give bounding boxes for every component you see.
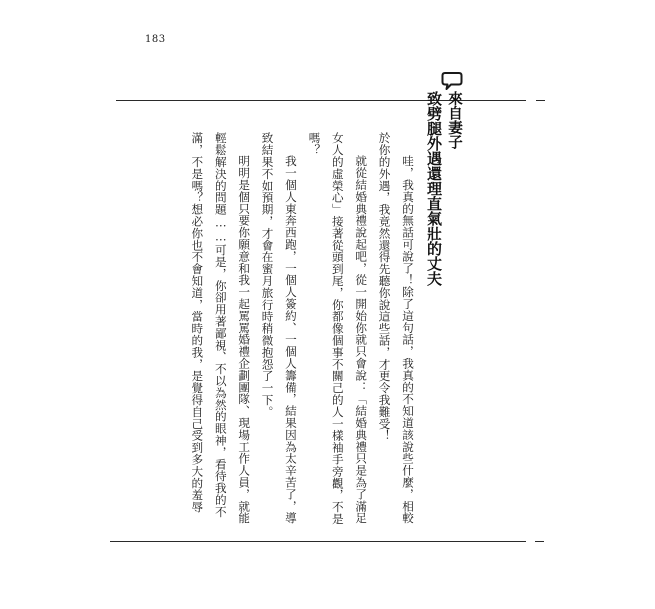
- letter-source-heading: 來自妻子: [446, 91, 462, 149]
- page-number: 183: [145, 34, 166, 45]
- bottom-rule-end: [535, 541, 544, 542]
- body-paragraph-4: 明明是個只要你願意和我一起罵罵婚禮企劃團隊、現場工作人員，就能輕鬆解決的問題……可是，你卻用著鄙視、不以為然的眼神，看待我的不滿，不是嗎？想必你也不會知道，當時的我，是覺得自己受到多大的羞辱: [190, 132, 252, 525]
- body-paragraph-2: 就從結婚典禮說起吧，從一開始你就只會說：「結婚典禮只是為了滿足女人的虛榮心」接著從頭到尾，你都像個事不關己的人一樣袖手旁觀，不是嗎？: [307, 132, 369, 525]
- letter-body: [185, 132, 419, 532]
- body-paragraph-3: 我一個人東奔西跑，一個人簽約、一個人籌備，結果因為太辛苦了，導致結果不如預期，才會在蜜月旅行時稍微抱怨了一下。: [260, 132, 298, 525]
- top-rule-end: [536, 100, 545, 101]
- letter-title-heading: 致劈腿外遇還理直氣壯的丈夫: [425, 91, 443, 286]
- top-rule: [116, 100, 526, 101]
- body-paragraph-1: 哇，我真的無話可說了！除了這句話，我真的不知道該說些什麼，相較於你的外遇，我竟然還得先聽你說這些話，才更令我難受！: [377, 132, 415, 525]
- bottom-rule: [110, 541, 526, 542]
- speech-bubble-icon: [441, 71, 463, 91]
